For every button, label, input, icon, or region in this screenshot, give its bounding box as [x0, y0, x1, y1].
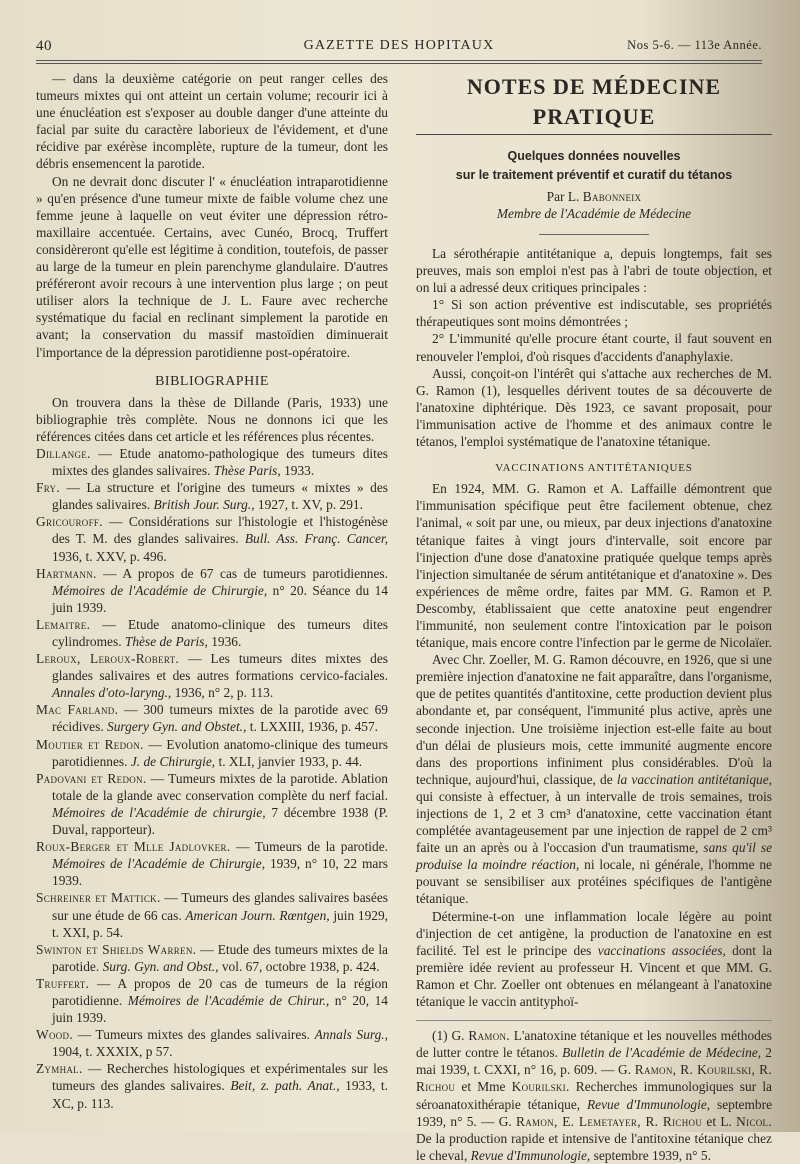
- reference-source: Beit, z. path. Anat.,: [230, 1078, 340, 1094]
- reference-author: Zymhal.: [36, 1061, 83, 1077]
- body-paragraph: En 1924, MM. G. Ramon et A. Laffaille démontrent que l'immunisation spécifique peut être facilement obtenue, chez l'animal, « soit par une, ou mieux, par deux injections d'anatoxine tétanique faites à vingt jours d'intervalle, soit encore par l'injection d'une dose d'anatoxine pratiquée quelque temps après l'injection simultanée de sérum antitétanique et d'anatoxine ». Des expériences de même ordre, faites par MM. G. Ramon et P. Descomby, établissaient que cette anatoxine peut engendrer l'immunité, non seulement contre l'intoxication par le poison tétanique, mais encore contre l'infection par le germe de Nicolaïer.: [416, 481, 772, 651]
- reference-author: Wood.: [36, 1027, 73, 1043]
- bibliography-entry: [36, 1060, 388, 1111]
- text-run: — 300 tumeurs mixtes de la parotide avec 69 récidives.: [52, 702, 388, 735]
- emphasis: sans qu'il se produise la moindre réaction,: [416, 840, 773, 873]
- reference-author: Hartmann.: [36, 565, 97, 581]
- reference-author: Fry.: [36, 480, 61, 496]
- journal-title: GAZETTE DES HOPITAUX: [303, 38, 495, 53]
- body-paragraph: On ne devrait donc discuter l' « énucléation intraparotidienne » qu'en présence d'une tumeur mixte de faible volume chez une femme jeune à laquelle on veut éviter une dépression rétro-maxillaire accentuée. Certains, avec Cunéo, Brocq, Truffert considèreront qu'elle est légitime à condition, toutefois, de passer au large de la tumeur en plein parenchyme glandulaire. D'autres préféreront avoir recours à une intervention plus large ; on peut utiliser alors la technique de J. L. Faure avec recherche systématique du facial en reclinant simplement la parotide en avant; la conservation du massif mastoïdien diminuerait l'importance de la dépression parotidienne post-opératoire.: [36, 173, 388, 360]
- footnote-rule: [416, 1020, 772, 1021]
- text-run: — La structure et l'origine des tumeurs « mixtes » des glandes salivaires.: [52, 480, 388, 513]
- reference-author: Padovani et Redon.: [36, 770, 147, 786]
- header-rule: [36, 60, 762, 61]
- reference-author: Leroux, Leroux-Robert.: [36, 651, 180, 667]
- reference-source: J. de Chirurgie,: [130, 753, 216, 769]
- footnote-author: Ramon, E. Lemetayer, R. Richou: [516, 1113, 703, 1129]
- title-separator: [539, 234, 649, 235]
- body-paragraph: 1° Si son action préventive est indiscutable, ses propriétés thérapeutiques sont moins démontrées ;: [416, 297, 772, 330]
- text-run: et L.: [702, 1113, 737, 1129]
- footnote-source: Revue d'Immunologie,: [586, 1096, 711, 1112]
- text-run: dont la première idée revient au professeur H. Vincent et que MM. G. Ramon et Chr. Zoeller ont obtenues en mélangeant à l'anatoxine tétanique le vaccin antityphoï-: [416, 942, 773, 1010]
- reference-author: Schreiner et Mattick.: [36, 890, 161, 906]
- bibliography-intro: On trouvera dans la thèse de Dillande (Paris, 1933) une bibliographie très complète. Nous ne donnons ici que les références citées dans cet article et les références plus récentes.: [36, 394, 388, 444]
- bibliography-heading: BIBLIOGRAPHIE: [155, 373, 269, 389]
- article-title-line-1: Quelques données nouvelles: [507, 149, 681, 163]
- bibliography-entry: [36, 565, 388, 616]
- bibliography-entry: [36, 445, 388, 479]
- text-run: et Mme: [455, 1079, 512, 1095]
- bibliography-entry: [36, 479, 388, 513]
- text-run: 1933.: [280, 463, 315, 479]
- text-run: Détermine-t-on une inflammation locale légère au point d'injection de cet antigène, la production de l'anatoxine en est facilité. Tel est le principe des: [416, 908, 772, 958]
- text-run: septembre 1939, n° 5. — G.: [416, 1096, 773, 1129]
- bibliography-entry: [36, 838, 388, 889]
- text-run: — Les tumeurs dites mixtes des glandes salivaires et des autres formations cervico-faciales.: [52, 651, 388, 684]
- text-run: 1936.: [207, 634, 242, 649]
- footnote-author: Kourilski.: [511, 1079, 570, 1095]
- reference-source: Surgery Gyn. and Obstet.,: [107, 719, 247, 735]
- footnote-source: Bulletin de l'Académie de Médecine,: [562, 1045, 762, 1061]
- reference-source: Bull. Ass. Franç. Cancer,: [244, 531, 388, 547]
- footnote-source: Revue d'Immunologie,: [470, 1147, 591, 1163]
- page-number: 40: [36, 38, 52, 54]
- reference-author: Moutier et Redon.: [36, 736, 144, 752]
- left-column: [36, 70, 388, 1112]
- reference-author: Swinton et Shields Warren.: [36, 941, 197, 957]
- text-run: 1927, t. XV, p. 291.: [254, 497, 363, 513]
- body-paragraph: 2° L'immunité qu'elle procure étant courte, il faut souvent en renouveler l'emploi, d'où risques d'accidents d'anaphylaxie.: [416, 331, 772, 364]
- text-run: t. XLI, janvier 1933, p. 44.: [215, 753, 363, 769]
- bibliography-entry: [36, 513, 388, 564]
- footnote-author: Ramon.: [468, 1028, 510, 1044]
- bibliography-entry: [36, 701, 388, 735]
- text-run: juin 1929, t. XXI, p. 54.: [52, 907, 388, 940]
- text-run: 1936, n° 2, p. 113.: [171, 685, 274, 701]
- text-run: vol. 67, octobre 1938, p. 424.: [218, 958, 380, 974]
- reference-source: Mémoires de l'Académie de Chirurgie,: [52, 856, 266, 872]
- reference-author: Mac Farland.: [36, 702, 119, 718]
- reference-source: American Journ. Rœntgen,: [185, 907, 330, 923]
- emphasis: vaccinations associées,: [597, 942, 726, 958]
- byline-prefix: Par L.: [546, 189, 583, 204]
- bibliography-list: [36, 445, 388, 1112]
- body-paragraph: — dans la deuxième catégorie on peut ranger celles des tumeurs mixtes qui ont atteint un certain volume; recourir ici à une énucléation est s'exposer au double danger d'une atteinte du facial par suite du caractère laborieux de l'évidement, et d'une récidive par exérèse incomplète, rupture de la tumeur, dont les débris ensemencent la parotide.: [36, 71, 388, 172]
- text-run: Avec Chr. Zoeller, M. G. Ramon découvre, en 1926, que si une première injection d'anatoxine ne fait apparaître, dans l'organisme, que de petites quantités d'antitoxine, cette production devient plus abondante et, par conséquent, l'immunité plus active, après une seconde injection. Une troisième injection est-elle faite au bout d'un délai de plusieurs mois, cette immunité augmente encore dans des proportions infiniment plus considérables. D'où la technique, aujourd'hui, classique, de: [416, 652, 772, 787]
- section-title: NOTES DE MÉDECINE PRATIQUE: [466, 74, 722, 129]
- footnote: [416, 1027, 772, 1164]
- running-header: [36, 36, 762, 60]
- text-run: 1933, t. XC, p. 113.: [52, 1078, 388, 1111]
- reference-source: Mémoires de l'Académie de chirurgie,: [52, 804, 266, 820]
- text-run: — Considérations sur l'histologie et l'histogénèse des T. M. des glandes salivaires.: [52, 514, 388, 547]
- reference-author: Roux-Berger et Mlle Jadlovker.: [36, 839, 231, 855]
- bibliography-entry: [36, 889, 388, 940]
- text-run: 1904, t. XXXIX, p 57.: [52, 1044, 173, 1060]
- text-run: (1) G.: [432, 1028, 469, 1044]
- footnote-author: Nicol.: [736, 1113, 772, 1129]
- article-title-line-2: sur le traitement préventif et curatif du tétanos: [455, 168, 733, 182]
- bibliography-entry: [36, 650, 388, 701]
- text-run: — Tumeurs des glandes salivaires basées sur une étude de 66 cas.: [52, 890, 388, 923]
- reference-source: Annals Surg.,: [314, 1027, 388, 1043]
- text-run: — Tumeurs de la parotide.: [230, 839, 389, 855]
- reference-source: Thèse de Paris,: [124, 634, 208, 649]
- bibliography-entry: [36, 1026, 388, 1060]
- text-run: n° 20, 14 juin 1939.: [52, 992, 388, 1026]
- body-paragraph: [416, 651, 772, 907]
- reference-author: Truffert.: [36, 975, 90, 991]
- text-run: septembre 1939, n° 5.: [590, 1147, 711, 1163]
- reference-source: Annales d'oto-laryng.,: [52, 685, 172, 701]
- text-run: — A propos de 20 cas de tumeurs de la région parotidienne.: [52, 975, 388, 1008]
- footnote-author: Ramon, R. Kourilski, R. Richou: [416, 1062, 772, 1095]
- text-run: 1936, t. XXV, p. 496.: [52, 548, 167, 564]
- text-run: ni locale, ni générale, l'homme ne pouvant se sensibiliser aux protéines spécifiques de l'antigène tétanique.: [416, 857, 772, 907]
- reference-author: Dillange.: [36, 445, 91, 461]
- header-rule-double: [36, 63, 762, 64]
- reference-source: British Jour. Surg.,: [153, 497, 255, 513]
- text-run: Recherches immunologiques sur la séroanatoxithérapie tétanique,: [416, 1079, 772, 1112]
- body-paragraph: La sérothérapie antitétanique a, depuis longtemps, fait ses preuves, mais son emploi n'est pas à l'abri de toute objection, et on lui a adressé deux critiques principales :: [416, 246, 772, 296]
- reference-source: Mémoires de l'Académie de Chirur.,: [127, 992, 330, 1008]
- text-run: — Evolution anatomo-clinique des tumeurs parotidiennes.: [52, 736, 389, 769]
- text-run: — A propos de 67 cas de tumeurs parotidiennes.: [96, 565, 388, 581]
- bibliography-entry: [36, 770, 388, 838]
- reference-author: Gricouroff.: [36, 514, 103, 530]
- text-run: — Etude des tumeurs mixtes de la parotide.: [52, 941, 388, 974]
- bibliography-entry: [36, 616, 388, 650]
- issue-info: Nos 5-6. — 113e Année.: [627, 38, 762, 52]
- text-run: De la production rapide et intensive de l'antitoxine tétanique chez le cheval,: [416, 1130, 772, 1163]
- text-run: — Tumeurs mixtes des glandes salivaires.: [73, 1027, 315, 1043]
- text-run: L'anatoxine tétanique et les nouvelles méthodes de lutter contre le tétanos.: [416, 1028, 772, 1061]
- text-run: n° 20. Séance du 14 juin 1939.: [52, 582, 388, 615]
- reference-source: Surg. Gyn. and Obst.,: [102, 958, 219, 974]
- author-name: Babonneix: [582, 189, 642, 204]
- right-column: [416, 70, 772, 1164]
- text-run: — Etude anatomo-pathologique des tumeurs dites mixtes des glandes salivaires.: [52, 445, 388, 479]
- text-run: 7 décembre 1938 (P. Duval, rapporteur).: [52, 804, 388, 838]
- author-affiliation: Membre de l'Académie de Médecine: [496, 206, 692, 221]
- text-run: — Tumeurs mixtes de la parotide. Ablation totale de la glande avec conservation complète du nerf facial.: [52, 770, 389, 803]
- section-title-rule: [416, 134, 772, 135]
- body-paragraph: [416, 908, 772, 1011]
- bibliography-entry: [36, 975, 388, 1026]
- text-run: t. LXXIII, 1936, p. 457.: [246, 719, 379, 735]
- text-run: 1939, n° 10, 22 mars 1939.: [52, 856, 388, 889]
- subheading: VACCINATIONS ANTITÉTANIQUES: [495, 462, 693, 475]
- emphasis: la vaccination antitétanique,: [616, 771, 773, 787]
- text-run: qui consiste à effectuer, à un intervalle de trois semaines, trois injections de 1, 2 et 3 cm³ d'anatoxine, cette vaccination étant complétée avantageusement par une injection de rappel de 2 cm³ faite un an après ou à l'occasion d'un traumatisme,: [416, 788, 772, 856]
- text-run: 2 mai 1939, t. CXXI, n° 16, p. 609. — G.: [416, 1045, 772, 1078]
- byline: [416, 188, 772, 205]
- bibliography-entry: [36, 941, 388, 975]
- text-run: — Etude anatomo-clinique des tumeurs dites cylindromes.: [52, 616, 388, 649]
- text-run: — Recherches histologiques et expérimentales sur les tumeurs des glandes salivaires.: [52, 1061, 388, 1094]
- reference-source: Thèse Paris,: [213, 463, 281, 479]
- bibliography-entry: [36, 736, 388, 770]
- reference-source: Mémoires de l'Académie de Chirurgie,: [52, 582, 268, 598]
- body-paragraph: Aussi, conçoit-on l'intérêt qui s'attache aux recherches de M. G. Ramon (1), lesquelles dérivent toutes de sa découverte de l'anatoxine diphtérique. Dès 1923, ce savant proposait, pour l'immunisation active de l'homme et des animaux contre le tétanos, l'emploi systématique de l'anatoxine tétanique.: [416, 365, 772, 450]
- reference-author: Lemaitre.: [36, 616, 91, 632]
